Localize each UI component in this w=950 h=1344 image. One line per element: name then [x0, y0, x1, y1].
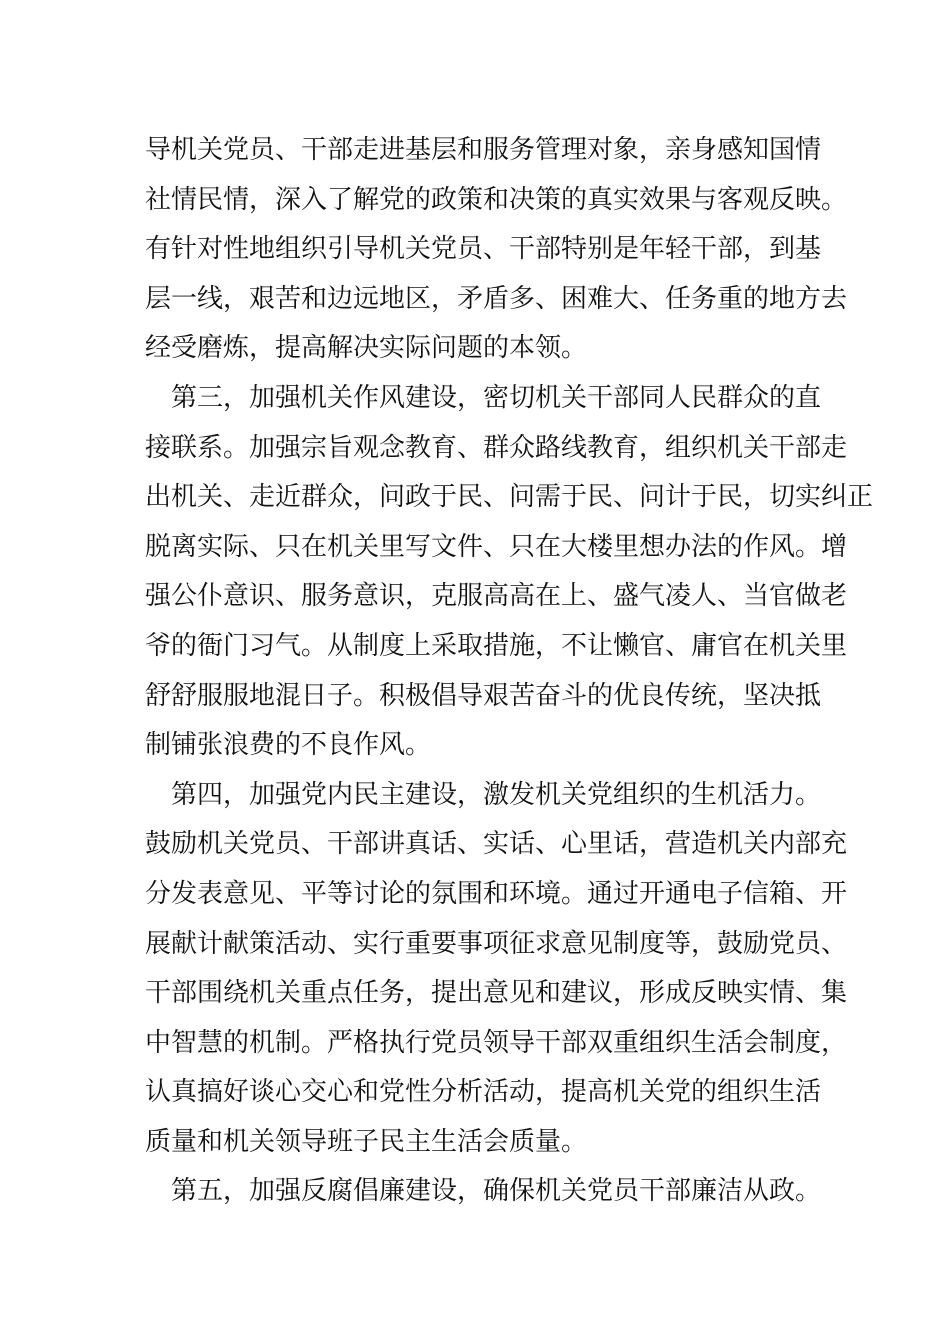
text-line: 舒舒服服地混日子。积极倡导艰苦奋斗的优良传统，坚决抵: [145, 680, 822, 711]
text-line: 有针对性地组织引导机关党员、干部特别是年轻干部，到基: [145, 234, 822, 265]
text-line: 鼓励机关党员、干部讲真话、实话、心里话，营造机关内部充: [145, 829, 848, 860]
text-line: 干部围绕机关重点任务，提出意见和建议，形成反映实情、集: [145, 978, 848, 1009]
text-line: 质量和机关领导班子民主生活会质量。: [145, 1126, 588, 1157]
text-line: 中智慧的机制。严格执行党员领导干部双重组织生活会制度，: [145, 1027, 848, 1058]
paragraph-start-line: 第三，加强机关作风建设，密切机关干部同人民群众的直: [145, 382, 822, 413]
document-body: [145, 126, 874, 1217]
text-line: 导机关党员、干部走进基层和服务管理对象，亲身感知国情: [145, 135, 822, 165]
text-line: 经受磨炼，提高解决实际问题的本领。: [145, 333, 588, 364]
paragraph-start-line: 第四，加强党内民主建设，激发机关党组织的生机活力。: [145, 779, 822, 810]
text-line: 接联系。加强宗旨观念教育、群众路线教育，组织机关干部走: [145, 432, 848, 463]
text-line: 强公仆意识、服务意识，克服高高在上、盛气凌人、当官做老: [145, 581, 848, 612]
paragraph-start-line: 第五，加强反腐倡廉建设，确保机关党员干部廉洁从政。: [145, 1176, 822, 1207]
text-line: 脱离实际、只在机关里写文件、只在大楼里想办法的作风。增: [145, 531, 848, 562]
text-line: 层一线，艰苦和边远地区，矛盾多、困难大、任务重的地方去: [145, 283, 848, 314]
text-line: 认真搞好谈心交心和党性分析活动，提高机关党的组织生活: [145, 1077, 822, 1108]
text-line: 社情民情，深入了解党的政策和决策的真实效果与客观反映。: [145, 184, 848, 215]
text-line: 爷的衙门习气。从制度上采取措施，不让懒官、庸官在机关里: [145, 630, 848, 661]
text-line: 出机关、走近群众，问政于民、问需于民、问计于民，切实纠正: [145, 482, 874, 513]
text-line: 展献计献策活动、实行重要事项征求意见制度等，鼓励党员、: [145, 928, 848, 959]
text-line: 制铺张浪费的不良作风。: [145, 730, 432, 761]
text-line: 分发表意见、平等讨论的氛围和环境。通过开通电子信箱、开: [145, 878, 848, 909]
